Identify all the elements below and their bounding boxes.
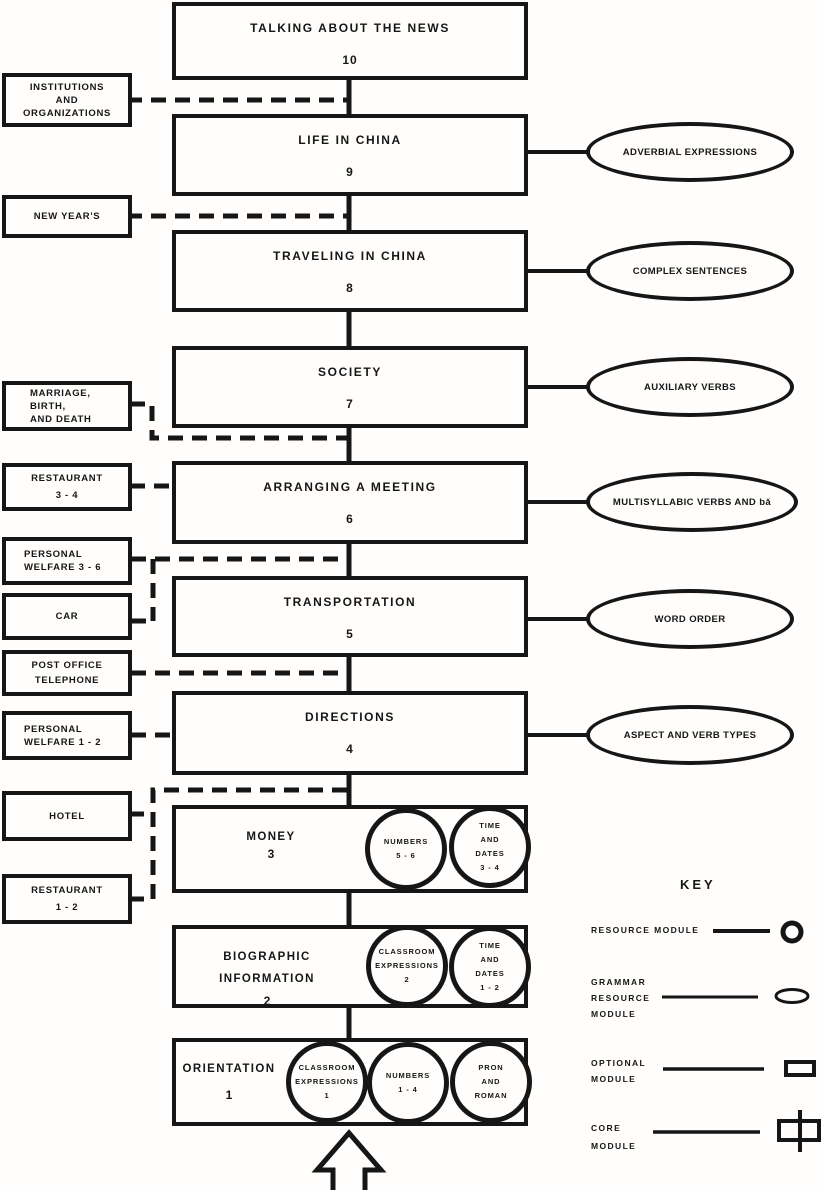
optional-module-label: WELFARE 3 - 6 bbox=[24, 562, 102, 573]
optional-module-label: POST OFFICE bbox=[31, 660, 103, 671]
core-module-4 bbox=[172, 691, 528, 775]
optional-module-label: NEW YEAR'S bbox=[33, 211, 101, 222]
key-label-line: RESOURCE MODULE bbox=[591, 925, 700, 935]
grammar-module-label: AUXILIARY VERBS bbox=[643, 381, 737, 393]
grammar-module-label: COMPLEX SENTENCES bbox=[632, 265, 748, 277]
grammar-module-word-order bbox=[586, 589, 794, 649]
core-module-9 bbox=[172, 114, 528, 196]
optional-module-label: RESTAURANT bbox=[31, 885, 103, 896]
key-label-line: RESOURCE bbox=[591, 993, 651, 1003]
circle-label: AND bbox=[481, 1077, 501, 1086]
core-module-number: 8 bbox=[346, 281, 354, 295]
circle-label: 1 - 2 bbox=[480, 983, 500, 992]
resource-circle-time-and-dates-3-4 bbox=[449, 806, 531, 888]
resource-circle-classroom-expressions-1 bbox=[286, 1041, 368, 1123]
core-module-title: BIOGRAPHIC bbox=[223, 951, 311, 963]
key-optional-module-label bbox=[591, 1055, 646, 1087]
circle-label: TIME bbox=[479, 941, 501, 950]
circle-label: AND bbox=[480, 835, 500, 844]
circle-label: EXPRESSIONS bbox=[295, 1077, 359, 1086]
circle-label: NUMBERS bbox=[383, 837, 429, 846]
optional-module-label: 1 - 2 bbox=[55, 902, 79, 913]
resource-circle-classroom-expressions-2 bbox=[366, 925, 448, 1007]
optional-module-label: AND bbox=[55, 94, 79, 106]
circle-label: EXPRESSIONS bbox=[375, 961, 439, 970]
circle-label: AND bbox=[480, 955, 500, 964]
circle-label: CLASSROOM bbox=[298, 1063, 356, 1072]
optional-module-institutions-and-organizations bbox=[2, 73, 132, 127]
core-module-number: 1 bbox=[225, 1088, 233, 1102]
core-module-title: INFORMATION bbox=[219, 973, 315, 985]
circle-label: 3 - 4 bbox=[480, 863, 500, 872]
core-module-3-title bbox=[196, 829, 346, 863]
dashed-connector-car bbox=[131, 559, 153, 621]
grammar-module-label: WORD ORDER bbox=[654, 613, 726, 625]
grammar-module-label: ADVERBIAL EXPRESSIONS bbox=[622, 146, 758, 158]
core-module-2-title bbox=[182, 946, 352, 1012]
core-module-title: SOCIETY bbox=[318, 365, 382, 379]
core-module-number: 9 bbox=[346, 165, 354, 179]
circle-label: NUMBERS bbox=[385, 1071, 431, 1080]
resource-circle-numbers-1-4 bbox=[367, 1042, 449, 1124]
optional-module-label: INSTITUTIONS bbox=[29, 81, 105, 93]
key-label-line: CORE bbox=[591, 1123, 622, 1133]
circle-label: 1 - 4 bbox=[398, 1085, 418, 1094]
key-resource-circle-icon bbox=[783, 923, 801, 941]
circle-label: DATES bbox=[475, 849, 505, 858]
core-module-5 bbox=[172, 576, 528, 657]
core-module-8 bbox=[172, 230, 528, 312]
core-module-title: ARRANGING A MEETING bbox=[263, 480, 437, 494]
key-optional-rect-icon bbox=[786, 1062, 814, 1075]
optional-module-marriage-birth-and-death bbox=[2, 381, 132, 431]
key-label-line: GRAMMAR bbox=[591, 977, 647, 987]
optional-module-label: AND DEATH bbox=[30, 413, 92, 425]
circle-label: ROMAN bbox=[474, 1091, 508, 1100]
resource-circle-numbers-5-6 bbox=[365, 808, 447, 890]
core-module-title: ORIENTATION bbox=[182, 1063, 276, 1075]
core-module-number: 4 bbox=[346, 742, 354, 756]
circle-label: 5 - 6 bbox=[396, 851, 416, 860]
optional-module-new-years bbox=[2, 195, 132, 238]
optional-module-label: TELEPHONE bbox=[34, 675, 100, 686]
circle-label: 1 bbox=[324, 1091, 330, 1100]
grammar-connector-lines bbox=[526, 152, 590, 735]
circle-label: PRON bbox=[478, 1063, 504, 1072]
core-module-number: 3 bbox=[267, 847, 275, 861]
core-module-10 bbox=[172, 2, 528, 80]
grammar-module-multisyllabic-verbs bbox=[586, 472, 798, 532]
circle-label: TIME bbox=[479, 821, 501, 830]
optional-module-label: 3 - 4 bbox=[55, 490, 79, 501]
key-label-line: MODULE bbox=[591, 1141, 637, 1151]
key-core-module-label bbox=[591, 1119, 636, 1155]
optional-module-personal-welfare-1-2 bbox=[2, 711, 132, 760]
optional-module-hotel bbox=[2, 791, 132, 841]
core-module-6 bbox=[172, 461, 528, 544]
core-module-number: 10 bbox=[342, 53, 358, 67]
optional-module-restaurant-1-2 bbox=[2, 874, 132, 924]
circle-label: CLASSROOM bbox=[378, 947, 436, 956]
optional-module-car bbox=[2, 593, 132, 640]
grammar-module-complex-sentences bbox=[586, 241, 794, 301]
optional-module-label: PERSONAL bbox=[24, 549, 83, 560]
core-module-number: 6 bbox=[346, 512, 354, 526]
optional-module-label: RESTAURANT bbox=[31, 473, 103, 484]
core-module-number: 5 bbox=[346, 627, 354, 641]
resource-circle-time-and-dates-1-2 bbox=[449, 926, 531, 1008]
grammar-module-aspect-and-verb-types bbox=[586, 705, 794, 765]
grammar-module-auxiliary-verbs bbox=[586, 357, 794, 417]
optional-module-restaurant-3-4 bbox=[2, 463, 132, 511]
core-module-title: TALKING ABOUT THE NEWS bbox=[250, 21, 450, 35]
core-module-title: LIFE IN CHINA bbox=[298, 133, 402, 147]
optional-module-label: ORGANIZATIONS bbox=[22, 107, 112, 119]
key-resource-module-label bbox=[591, 922, 699, 938]
optional-module-label: HOTEL bbox=[49, 810, 85, 822]
core-module-1-title bbox=[174, 1056, 284, 1108]
key-label-line: MODULE bbox=[591, 1009, 637, 1019]
grammar-module-label: ASPECT AND VERB TYPES bbox=[623, 729, 757, 741]
core-module-7 bbox=[172, 346, 528, 428]
core-module-title: DIRECTIONS bbox=[304, 710, 395, 724]
optional-module-personal-welfare-3-6 bbox=[2, 537, 132, 585]
grammar-module-label: MULTISYLLABIC VERBS AND bǎ bbox=[612, 496, 772, 508]
optional-module-post-office-telephone bbox=[2, 650, 132, 696]
optional-module-label: PERSONAL bbox=[24, 723, 83, 735]
optional-module-label: CAR bbox=[55, 611, 79, 622]
grammar-module-adverbial-expressions bbox=[586, 122, 794, 182]
circle-label: 2 bbox=[404, 975, 410, 984]
core-module-number: 7 bbox=[346, 397, 354, 411]
core-module-number: 2 bbox=[263, 994, 271, 1008]
core-module-title: TRANSPORTATION bbox=[283, 595, 417, 609]
entry-arrow bbox=[317, 1133, 381, 1190]
key-title: KEY bbox=[680, 877, 716, 892]
key-label-line: OPTIONAL bbox=[591, 1058, 647, 1068]
optional-module-label: WELFARE 1 - 2 bbox=[24, 736, 102, 748]
circle-label: DATES bbox=[475, 969, 505, 978]
optional-module-label: MARRIAGE, bbox=[30, 387, 91, 399]
key-grammar-ellipse-icon bbox=[776, 990, 808, 1003]
key-grammar-resource-module-label bbox=[591, 974, 650, 1022]
core-module-title: MONEY bbox=[246, 831, 296, 843]
resource-circle-pron-and-roman bbox=[450, 1041, 532, 1123]
core-module-title: TRAVELING IN CHINA bbox=[273, 249, 427, 263]
key-label-line: MODULE bbox=[591, 1074, 637, 1084]
optional-module-label: BIRTH, bbox=[30, 400, 66, 412]
